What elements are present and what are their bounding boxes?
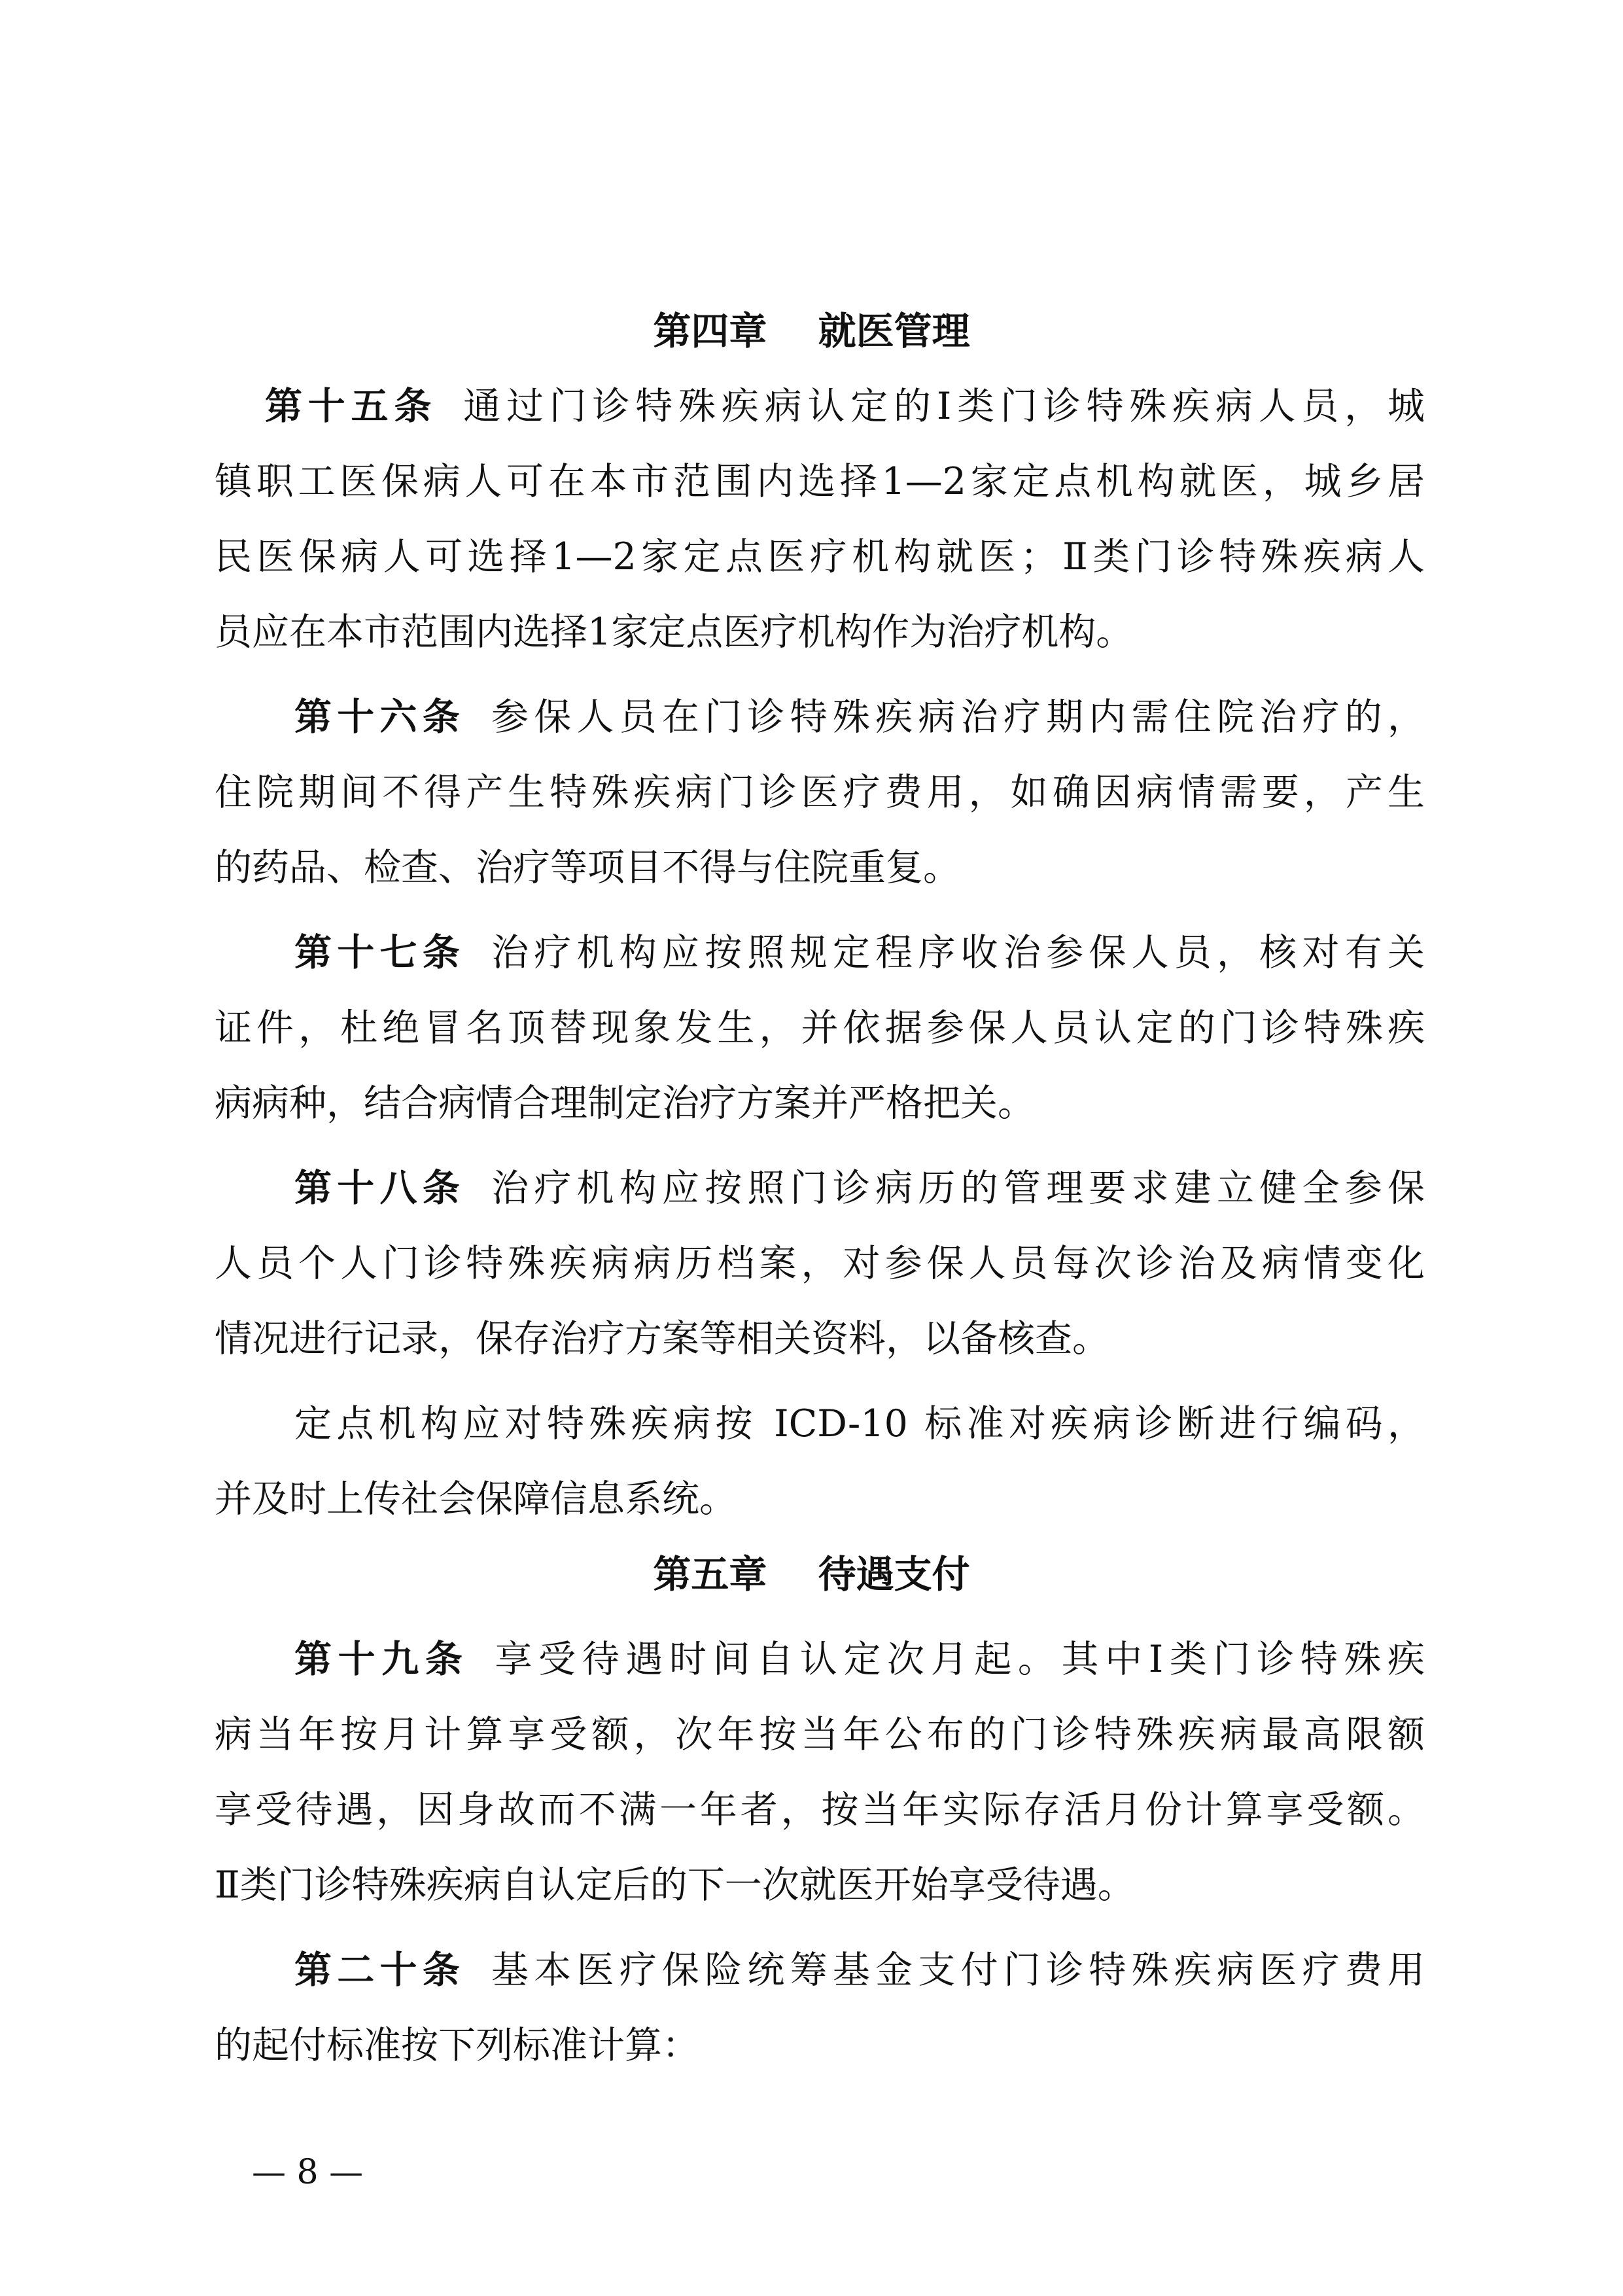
article-17-line-1 <box>294 923 1425 983</box>
article-17-text-1: 治疗机构应按照规定程序收治参保人员，核对有关 <box>491 931 1425 974</box>
icd-paragraph-line-2: 并及时上传社会保障信息系统。 <box>215 1477 737 1521</box>
article-19-label: 第十九条 <box>294 1638 469 1681</box>
article-18-text-1: 治疗机构应按照门诊病历的管理要求建立健全参保 <box>491 1167 1425 1210</box>
article-15-line-2: 镇职工医保病人可在本市范围内选择1—2家定点机构就医，城乡居 <box>215 460 1425 503</box>
article-19-line-3: 享受待遇，因身故而不满一年者，按当年实际存活月份计算享受额。 <box>215 1788 1425 1831</box>
chapter-5-heading: 第五章 待遇支付 <box>653 1552 970 1597</box>
article-15-text-1: 通过门诊特殊疾病认定的Ⅰ类门诊特殊疾病人员，城 <box>463 385 1425 428</box>
article-19-text-1: 享受待遇时间自认定次月起。其中Ⅰ类门诊特殊疾 <box>495 1638 1425 1681</box>
article-16-label: 第十六条 <box>294 696 465 739</box>
article-16-line-3: 的药品、检查、治疗等项目不得与住院重复。 <box>215 846 960 889</box>
article-19-line-2: 病当年按月计算享受额，次年按当年公布的门诊特殊疾病最高限额 <box>215 1713 1425 1756</box>
article-15-label: 第十五条 <box>265 385 438 428</box>
article-17-line-2: 证件，杜绝冒名顶替现象发生，并依据参保人员认定的门诊特殊疾 <box>215 1006 1425 1050</box>
article-19-line-4: Ⅱ类门诊特殊疾病自认定后的下一次就医开始享受待遇。 <box>215 1863 1135 1907</box>
article-18-line-2: 人员个人门诊特殊疾病病历档案，对参保人员每次诊治及病情变化 <box>215 1242 1425 1285</box>
article-20-text-1: 基本医疗保险统筹基金支付门诊特殊疾病医疗费用 <box>491 1949 1425 1992</box>
article-17-label: 第十七条 <box>294 931 465 974</box>
article-15-line-1 <box>265 376 1425 436</box>
article-20-line-1 <box>294 1940 1425 2000</box>
article-16-line-1 <box>294 687 1425 747</box>
article-20-label: 第二十条 <box>294 1949 465 1992</box>
article-18-line-1 <box>294 1158 1425 1218</box>
article-15-line-4: 员应在本市范围内选择1家定点医疗机构作为治疗机构。 <box>215 610 1134 654</box>
article-20-line-2: 的起付标准按下列标准计算： <box>215 2024 699 2067</box>
article-15-line-3: 民医保病人可选择1—2家定点医疗机构就医；Ⅱ类门诊特殊疾病人 <box>215 535 1425 578</box>
article-19-line-1 <box>294 1629 1425 1689</box>
article-18-label: 第十八条 <box>294 1167 465 1210</box>
article-17-line-3: 病病种，结合病情合理制定治疗方案并严格把关。 <box>215 1082 1035 1125</box>
article-18-line-3: 情况进行记录，保存治疗方案等相关资料，以备核查。 <box>215 1317 1109 1360</box>
article-16-text-1: 参保人员在门诊特殊疾病治疗期内需住院治疗的， <box>491 696 1425 739</box>
chapter-4-heading: 第四章 就医管理 <box>653 309 970 353</box>
page-number: — 8 — <box>252 2153 364 2192</box>
icd-paragraph-line-1: 定点机构应对特殊疾病按 ICD-10 标准对疾病诊断进行编码， <box>294 1402 1425 1445</box>
article-16-line-2: 住院期间不得产生特殊疾病门诊医疗费用，如确因病情需要，产生 <box>215 771 1425 814</box>
